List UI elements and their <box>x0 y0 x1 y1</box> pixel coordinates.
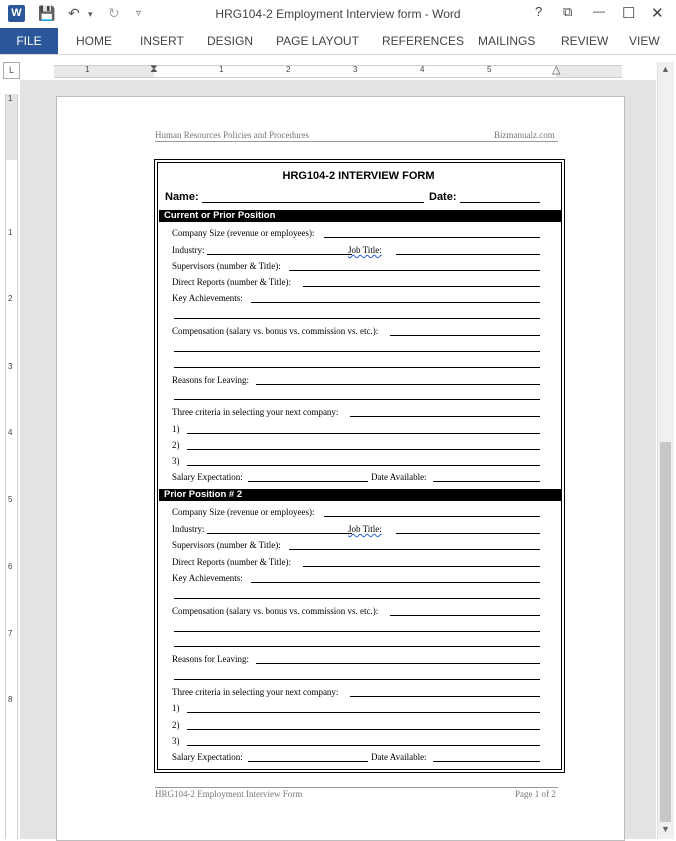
field-line[interactable] <box>187 745 540 746</box>
undo-dropdown-icon[interactable]: ▾ <box>88 9 93 19</box>
tab-design[interactable]: DESIGN <box>207 34 254 48</box>
field-line[interactable] <box>324 516 540 517</box>
tab-file[interactable]: FILE <box>0 28 58 54</box>
field-line[interactable] <box>256 384 540 385</box>
tab-view[interactable]: VIEW <box>629 34 660 48</box>
form-title: HRG104-2 INTERVIEW FORM <box>282 170 435 182</box>
field-line[interactable] <box>174 631 540 632</box>
scroll-up-icon[interactable]: ▲ <box>661 64 670 74</box>
header-divider <box>155 141 558 142</box>
footer-divider <box>155 787 558 788</box>
vertical-ruler[interactable] <box>5 94 18 839</box>
save-icon[interactable]: 💾 <box>38 5 56 21</box>
minimize-button[interactable]: — <box>593 4 605 18</box>
ruler-number: 5 <box>8 495 13 504</box>
window-title: HRG104-2 Employment Interview form - Word <box>215 7 461 21</box>
field-label: Salary Expectation: <box>172 472 243 482</box>
field-line[interactable] <box>187 729 540 730</box>
undo-icon[interactable]: ↶ <box>68 5 80 21</box>
name-label: Name: <box>165 191 199 203</box>
field-line[interactable] <box>350 416 540 417</box>
maximize-button[interactable]: ☐ <box>622 5 636 22</box>
field-label: Supervisors (number & Title): <box>172 540 281 550</box>
field-line[interactable] <box>174 367 540 368</box>
field-label: Date Available: <box>371 472 427 482</box>
field-line[interactable] <box>207 254 352 255</box>
field-line[interactable] <box>289 270 540 271</box>
tab-references[interactable]: REFERENCES <box>382 34 465 48</box>
header-right: Bizmanualz.com <box>494 130 555 140</box>
field-line[interactable] <box>248 761 368 762</box>
field-label: Reasons for Leaving: <box>172 375 249 385</box>
name-line[interactable] <box>202 202 424 203</box>
field-line[interactable] <box>207 533 352 534</box>
tab-insert[interactable]: INSERT <box>140 34 184 48</box>
field-label: Three criteria in selecting your next company: <box>172 687 339 697</box>
ruler-number: 6 <box>8 562 13 571</box>
ruler-number: 1 <box>8 228 13 237</box>
ruler-number: 8 <box>8 695 13 704</box>
tab-page-layout[interactable]: PAGE LAYOUT <box>276 34 359 48</box>
field-label: Company Size (revenue or employees): <box>172 507 315 517</box>
field-line[interactable] <box>174 318 540 319</box>
tab-home[interactable]: HOME <box>76 34 112 48</box>
field-line[interactable] <box>174 646 540 647</box>
horizontal-ruler[interactable] <box>54 65 622 78</box>
field-line[interactable] <box>174 679 540 680</box>
ruler-number: 4 <box>420 65 425 74</box>
help-button[interactable]: ? <box>535 4 543 19</box>
tab-mailings[interactable]: MAILINGS <box>478 34 536 48</box>
field-label: Supervisors (number & Title): <box>172 261 281 271</box>
list-number: 1) <box>172 703 180 713</box>
date-label: Date: <box>429 191 457 203</box>
field-line[interactable] <box>390 335 540 336</box>
customize-toolbar-icon[interactable]: ▿ <box>136 8 142 19</box>
date-line[interactable] <box>460 202 540 203</box>
tab-review[interactable]: REVIEW <box>561 34 609 48</box>
list-number: 3) <box>172 736 180 746</box>
field-line[interactable] <box>324 237 540 238</box>
ribbon-display-button[interactable]: ⧉ <box>563 4 573 19</box>
list-number: 1) <box>172 424 180 434</box>
footer-left: HRG104-2 Employment Interview Form <box>155 789 303 799</box>
section-header: Current or Prior Position <box>159 210 562 222</box>
field-label: Compensation (salary vs. bonus vs. commission vs. etc.): <box>172 606 379 616</box>
left-indent-marker[interactable]: ⧗ <box>150 63 158 75</box>
ruler-number: 1 <box>8 94 13 103</box>
field-line[interactable] <box>390 615 540 616</box>
footer-right: Page 1 of 2 <box>515 789 556 799</box>
ruler-number: 2 <box>8 294 13 303</box>
field-line[interactable] <box>187 433 540 434</box>
field-line[interactable] <box>396 254 540 255</box>
header-left: Human Resources Policies and Procedures <box>155 130 309 140</box>
field-label: Direct Reports (number & Title): <box>172 277 291 287</box>
tab-selector[interactable]: L <box>3 62 20 79</box>
field-line[interactable] <box>174 399 540 400</box>
title-bar <box>0 0 676 28</box>
field-line[interactable] <box>251 582 540 583</box>
field-line[interactable] <box>433 481 540 482</box>
close-button[interactable]: ✕ <box>651 5 664 22</box>
field-line[interactable] <box>248 481 368 482</box>
field-line[interactable] <box>174 351 540 352</box>
list-number: 2) <box>172 720 180 730</box>
field-line[interactable] <box>303 286 540 287</box>
field-label: Direct Reports (number & Title): <box>172 557 291 567</box>
list-number: 3) <box>172 456 180 466</box>
right-indent-marker[interactable]: △ <box>552 64 561 76</box>
field-label: Reasons for Leaving: <box>172 654 249 664</box>
scrollbar-thumb[interactable] <box>660 442 671 822</box>
field-label: Job Title: <box>348 245 382 255</box>
field-line[interactable] <box>350 696 540 697</box>
scroll-down-icon[interactable]: ▼ <box>661 824 670 834</box>
field-line[interactable] <box>187 465 540 466</box>
section-header: Prior Position # 2 <box>159 489 562 501</box>
field-label: Job Title: <box>348 524 382 534</box>
field-line[interactable] <box>174 598 540 599</box>
ruler-number: 7 <box>8 629 13 638</box>
field-line[interactable] <box>433 761 540 762</box>
field-label: Salary Expectation: <box>172 752 243 762</box>
field-line[interactable] <box>303 566 540 567</box>
redo-icon[interactable]: ↻ <box>108 5 120 21</box>
list-number: 2) <box>172 440 180 450</box>
ruler-number: 1 <box>85 65 90 74</box>
vertical-scrollbar[interactable] <box>657 62 674 839</box>
word-app-icon[interactable]: W <box>8 5 25 22</box>
ribbon-tab-bar <box>0 28 676 55</box>
ruler-number: 1 <box>219 65 224 74</box>
ruler-number: 2 <box>286 65 291 74</box>
ruler-number: 3 <box>353 65 358 74</box>
field-label: Company Size (revenue or employees): <box>172 228 315 238</box>
field-line[interactable] <box>289 549 540 550</box>
ruler-number: 3 <box>8 362 13 371</box>
field-line[interactable] <box>396 533 540 534</box>
field-line[interactable] <box>251 302 540 303</box>
field-label: Industry: <box>172 245 205 255</box>
ruler-number: 4 <box>8 428 13 437</box>
field-line[interactable] <box>187 712 540 713</box>
field-label: Three criteria in selecting your next company: <box>172 407 339 417</box>
field-label: Key Achievements: <box>172 293 243 303</box>
field-line[interactable] <box>256 663 540 664</box>
ruler-number: 5 <box>487 65 492 74</box>
field-line[interactable] <box>187 449 540 450</box>
field-label: Key Achievements: <box>172 573 243 583</box>
field-label: Industry: <box>172 524 205 534</box>
field-label: Compensation (salary vs. bonus vs. commission vs. etc.): <box>172 326 379 336</box>
field-label: Date Available: <box>371 752 427 762</box>
